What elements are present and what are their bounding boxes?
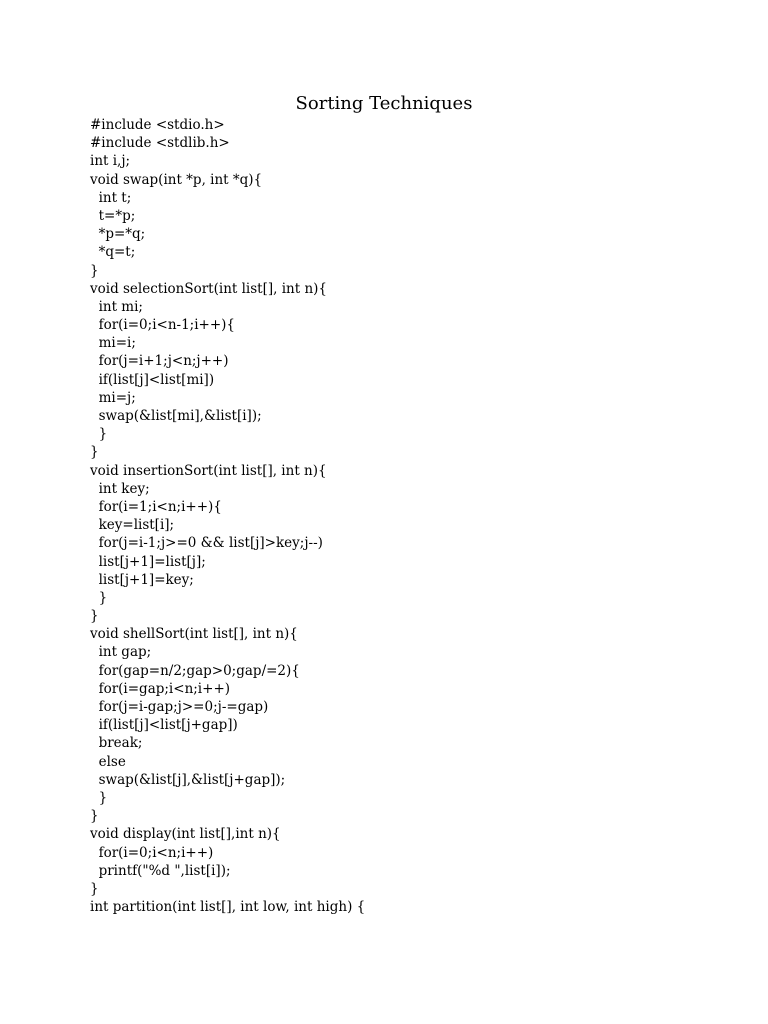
- code-line: break;: [90, 735, 143, 752]
- code-line: }: [90, 608, 99, 625]
- code-line: int t;: [90, 189, 132, 206]
- code-line: else: [90, 753, 126, 770]
- code-line: for(j=i-gap;j>=0;j-=gap): [90, 699, 269, 715]
- code-line: printf("%d ",list[i]);: [90, 862, 231, 879]
- code-line: key=list[i];: [90, 517, 175, 534]
- code-line: mi=j;: [90, 389, 136, 406]
- code-line: if(list[j]<list[mi]): [90, 371, 215, 388]
- code-line: }: [90, 444, 99, 461]
- code-line: for(j=i+1;j<n;j++): [90, 353, 229, 370]
- code-line: int gap;: [90, 644, 152, 661]
- code-line: #include <stdlib.h>: [90, 135, 230, 152]
- code-block: [90, 116, 365, 916]
- code-line: for(i=1;i<n;i++){: [90, 498, 222, 515]
- code-line: int i,j;: [90, 153, 131, 170]
- code-line: #include <stdio.h>: [90, 117, 225, 133]
- code-line: *p=*q;: [90, 226, 146, 243]
- code-line: swap(&list[j],&list[j+gap]);: [90, 771, 286, 788]
- code-line: }: [90, 262, 99, 279]
- code-line: t=*p;: [90, 207, 136, 224]
- code-line: }: [90, 426, 108, 443]
- document-title: Sorting Techniques: [295, 93, 473, 114]
- code-line: for(i=gap;i<n;i++): [90, 680, 231, 697]
- code-line: }: [90, 789, 108, 806]
- code-line: for(i=0;i<n-1;i++){: [90, 317, 236, 334]
- code-line: }: [90, 808, 99, 825]
- code-line: list[j+1]=key;: [90, 571, 194, 588]
- code-line: swap(&list[mi],&list[i]);: [90, 408, 262, 424]
- code-line: *q=t;: [90, 244, 136, 261]
- code-line: for(gap=n/2;gap>0;gap/=2){: [90, 662, 300, 679]
- code-line: if(list[j]<list[j+gap]): [90, 717, 238, 734]
- code-line: int mi;: [90, 298, 143, 315]
- code-line: for(i=0;i<n;i++): [90, 844, 214, 861]
- code-line: void display(int list[],int n){: [90, 826, 281, 843]
- code-line: int partition(int list[], int low, int high) {: [90, 899, 366, 916]
- code-line: }: [90, 589, 108, 606]
- code-line: void insertionSort(int list[], int n){: [90, 462, 327, 479]
- code-line: int key;: [90, 480, 150, 497]
- code-line: }: [90, 880, 99, 897]
- code-line: mi=i;: [90, 335, 136, 352]
- code-line: list[j+1]=list[j];: [90, 553, 206, 570]
- code-line: void shellSort(int list[], int n){: [90, 626, 298, 643]
- code-line: void swap(int *p, int *q){: [90, 171, 263, 188]
- code-line: void selectionSort(int list[], int n){: [90, 280, 327, 297]
- code-line: for(j=i-1;j>=0 && list[j]>key;j--): [90, 535, 323, 552]
